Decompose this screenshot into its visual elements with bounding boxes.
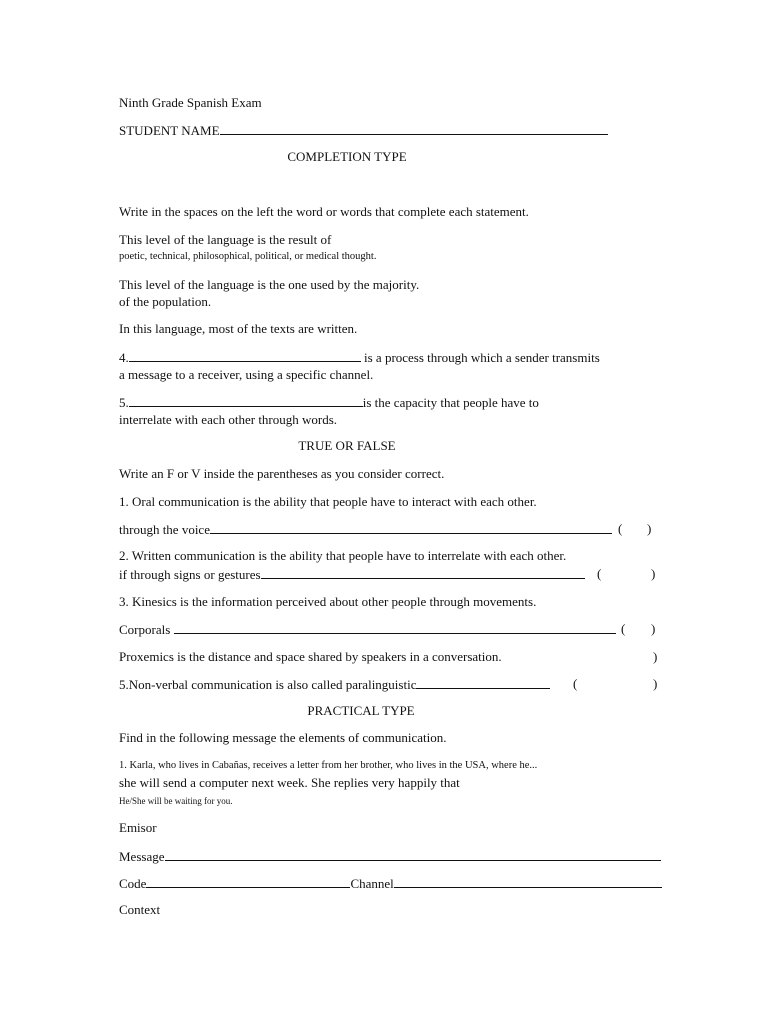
completion-instruction: Write in the spaces on the left the word or words that complete each statement. [119,204,529,219]
practical-heading: PRACTICAL TYPE [307,703,415,718]
tf-3-close-paren[interactable]: ) [651,621,656,636]
completion-q4-number: 4. [119,350,129,365]
tf-5-close-paren[interactable]: ) [653,676,658,691]
exam-title: Ninth Grade Spanish Exam [119,95,262,110]
completion-q1-line2: poetic, technical, philosophical, political, or medical thought. [119,251,377,262]
message-row [119,848,661,865]
completion-q4-text: is a process through which a sender transmits [360,350,600,365]
completion-q3: In this language, most of the texts are written. [119,321,358,336]
tf-statement-2-text: if through signs or gestures [119,567,261,582]
tf-statement-1-blank[interactable] [210,521,612,534]
completion-q4-line2: a message to a receiver, using a specific channel. [119,367,374,382]
tf-statement-3-text: Corporals [119,622,174,637]
tf-statement-5-line [119,676,550,693]
completion-q4-blank[interactable] [129,349,361,362]
code-blank[interactable] [146,875,350,888]
context-label: Context [119,902,161,917]
tf-1-close-paren[interactable]: ) [647,521,652,536]
practical-message-line2: she will send a computer next week. She replies very happily that [119,775,460,790]
tf-statement-1-line2 [119,521,612,538]
true-false-instruction: Write an F or V inside the parentheses as you consider correct. [119,466,445,481]
channel-label: Channel [350,876,394,891]
tf-statement-4: Proxemics is the distance and space shared by speakers in a conversation. [119,649,502,664]
completion-q1-line1: This level of the language is the result of [119,232,332,247]
student-name-row [119,122,608,139]
true-false-heading: TRUE OR FALSE [298,438,396,453]
practical-message-line3: He/She will be waiting for you. [119,796,233,806]
channel-blank[interactable] [394,875,662,888]
completion-q5-line2: interrelate with each other through words. [119,412,338,427]
tf-1-open-paren[interactable]: ( [618,521,623,536]
message-blank[interactable] [165,848,661,861]
completion-q2-line2: of the population. [119,294,212,309]
tf-statement-5-blank[interactable] [416,676,550,689]
completion-q2-line1: This level of the language is the one used by the majority. [119,277,420,292]
tf-statement-3-blank[interactable] [174,621,616,634]
tf-statement-3-line2 [119,621,616,638]
completion-q5-blank[interactable] [129,394,363,407]
message-label: Message [119,849,165,864]
tf-5-open-paren[interactable]: ( [573,676,578,691]
completion-q5-number: 5. [119,395,129,410]
completion-heading: COMPLETION TYPE [287,149,407,164]
completion-q5-line1 [119,394,539,411]
code-label: Code [119,876,147,891]
completion-q5-text: is the capacity that people have to [362,395,539,410]
completion-q4-line1 [119,349,600,366]
emisor-label: Emisor [119,820,157,835]
practical-message-line1: 1. Karla, who lives in Cabañas, receives a letter from her brother, who lives in the USA, where he... [119,760,538,771]
code-channel-row [119,875,662,892]
tf-statement-2-line2 [119,566,585,583]
tf-statement-1-line1: 1. Oral communication is the ability that people have to interact with each other. [119,494,537,509]
practical-instruction: Find in the following message the elements of communication. [119,730,447,745]
tf-4-close-paren[interactable]: ) [653,649,658,664]
tf-statement-5-text: 5.Non-verbal communication is also called paralinguistic [119,677,417,692]
tf-2-open-paren[interactable]: ( [597,566,602,581]
tf-statement-3-line1: 3. Kinesics is the information perceived about other people through movements. [119,594,537,609]
tf-statement-2-blank[interactable] [261,566,585,579]
tf-3-open-paren[interactable]: ( [621,621,626,636]
tf-statement-2-line1: 2. Written communication is the ability that people have to interrelate with each other. [119,548,567,563]
student-name-label: STUDENT NAME [119,123,220,138]
tf-2-close-paren[interactable]: ) [651,566,656,581]
tf-statement-1-text: through the voice [119,522,210,537]
student-name-blank[interactable] [220,122,608,135]
